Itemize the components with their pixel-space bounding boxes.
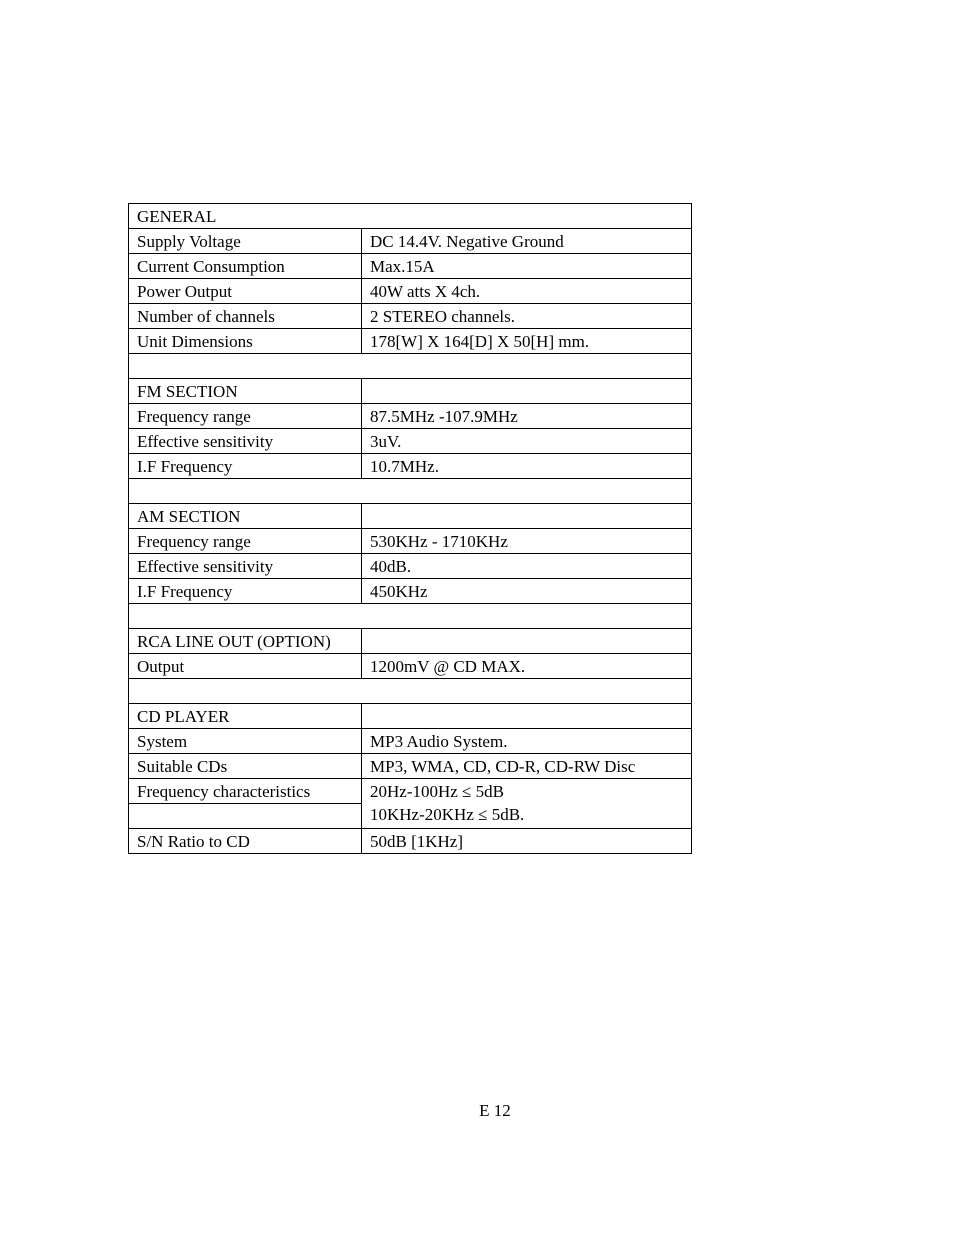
spacer-row: [129, 679, 692, 704]
spec-value: MP3 Audio System.: [362, 729, 692, 754]
spec-label: Frequency characteristics: [129, 779, 362, 804]
empty-cell: [129, 804, 362, 829]
spacer-row: [129, 479, 692, 504]
table-row: [129, 654, 692, 679]
spacer-cell: [129, 354, 692, 379]
specifications-table: [128, 203, 692, 854]
spec-value: 2 STEREO channels.: [362, 304, 692, 329]
spec-value: 530KHz - 1710KHz: [362, 529, 692, 554]
table-row: [129, 554, 692, 579]
section-header-general: [129, 204, 692, 229]
spec-label: Number of channels: [129, 304, 362, 329]
spec-label: Frequency range: [129, 529, 362, 554]
table-row: [129, 329, 692, 354]
spec-value: 10.7MHz.: [362, 454, 692, 479]
spacer-cell: [129, 479, 692, 504]
spec-value: MP3, WMA, CD, CD-R, CD-RW Disc: [362, 754, 692, 779]
spec-value: DC 14.4V. Negative Ground: [362, 229, 692, 254]
fm-header: FM SECTION: [129, 379, 362, 404]
section-header-cd: [129, 704, 692, 729]
table-row: [129, 304, 692, 329]
spec-label: Unit Dimensions: [129, 329, 362, 354]
table-row: [129, 454, 692, 479]
spec-value: Max.15A: [362, 254, 692, 279]
spec-value: 50dB [1KHz]: [362, 829, 692, 854]
section-header-rca: [129, 629, 692, 654]
spec-label: Suitable CDs: [129, 754, 362, 779]
spec-label: S/N Ratio to CD: [129, 829, 362, 854]
frequency-characteristics-value: [362, 779, 692, 829]
spec-value: 87.5MHz -107.9MHz: [362, 404, 692, 429]
am-header: AM SECTION: [129, 504, 362, 529]
spacer-row: [129, 604, 692, 629]
spec-label: Frequency range: [129, 404, 362, 429]
empty-cell: [362, 504, 692, 529]
spec-value: 3uV.: [362, 429, 692, 454]
table-row: [129, 779, 692, 804]
spec-label: Supply Voltage: [129, 229, 362, 254]
section-header-fm: [129, 379, 692, 404]
table-row: [129, 404, 692, 429]
spec-label: Power Output: [129, 279, 362, 304]
frequency-value-line: 20Hz-100Hz ≤ 5dB: [370, 782, 504, 801]
spacer-cell: [129, 679, 692, 704]
spacer-row: [129, 354, 692, 379]
table-row: [129, 829, 692, 854]
spec-label: Effective sensitivity: [129, 554, 362, 579]
spec-label: I.F Frequency: [129, 454, 362, 479]
spec-label: System: [129, 729, 362, 754]
table-row: [129, 529, 692, 554]
table-row: [129, 729, 692, 754]
frequency-value-line: 10KHz-20KHz ≤ 5dB.: [370, 805, 525, 824]
spacer-cell: [129, 604, 692, 629]
spec-label: Output: [129, 654, 362, 679]
table-row: [129, 429, 692, 454]
spec-label: Effective sensitivity: [129, 429, 362, 454]
table-row: [129, 579, 692, 604]
table-row: [129, 254, 692, 279]
cd-header: CD PLAYER: [129, 704, 362, 729]
spec-label: Current Consumption: [129, 254, 362, 279]
spec-value: 1200mV @ CD MAX.: [362, 654, 692, 679]
empty-cell: [362, 629, 692, 654]
spec-value: 450KHz: [362, 579, 692, 604]
spec-value: 178[W] X 164[D] X 50[H] mm.: [362, 329, 692, 354]
spec-label: I.F Frequency: [129, 579, 362, 604]
spec-value: 40W atts X 4ch.: [362, 279, 692, 304]
page-number: E 12: [479, 1101, 511, 1120]
table-row: [129, 229, 692, 254]
section-header-am: [129, 504, 692, 529]
rca-header: RCA LINE OUT (OPTION): [129, 629, 362, 654]
table-row: [129, 279, 692, 304]
general-header: GENERAL: [129, 204, 692, 229]
spec-value: 40dB.: [362, 554, 692, 579]
table-row: [129, 754, 692, 779]
empty-cell: [362, 704, 692, 729]
empty-cell: [362, 379, 692, 404]
